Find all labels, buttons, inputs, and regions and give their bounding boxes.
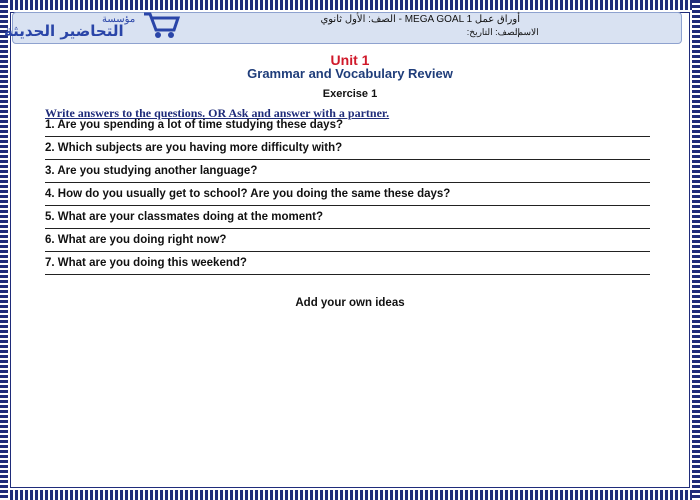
question-list [45, 118, 650, 279]
header-worksheet-info: أوراق عمل MEGA GOAL 1 - الصف: الأول ثانوي [320, 14, 520, 25]
header-class-date: الصف: التاريخ: [466, 27, 520, 37]
question-1: 1. Are you spending a lot of time studying these days? [45, 118, 650, 137]
unit-title: Unit 1 [330, 52, 370, 68]
unit-subtitle: Grammar and Vocabulary Review [247, 66, 453, 81]
logo-subtitle: مؤسسة [102, 14, 136, 25]
border-bottom [0, 490, 700, 500]
logo [2, 6, 182, 42]
instructions: Write answers to the questions. OR Ask and answer with a partner. [45, 106, 390, 120]
own-ideas-prompt: Add your own ideas [295, 297, 405, 309]
question-5: 5. What are your classmates doing at the moment? [45, 210, 650, 229]
question-3: 3. Are you studying another language? [45, 164, 650, 183]
question-2: 2. Which subjects are you having more difficulty with? [45, 141, 650, 160]
exercise-title: Exercise 1 [322, 88, 378, 100]
logo-cart-icon [140, 8, 180, 38]
header-name-label: الاسم: [515, 27, 539, 37]
logo-text: التحاضير الحديثة [4, 22, 124, 40]
question-4: 4. How do you usually get to school? Are you doing the same these days? [45, 187, 650, 206]
question-6: 6. What are you doing right now? [45, 233, 650, 252]
question-7: 7. What are you doing this weekend? [45, 256, 650, 275]
